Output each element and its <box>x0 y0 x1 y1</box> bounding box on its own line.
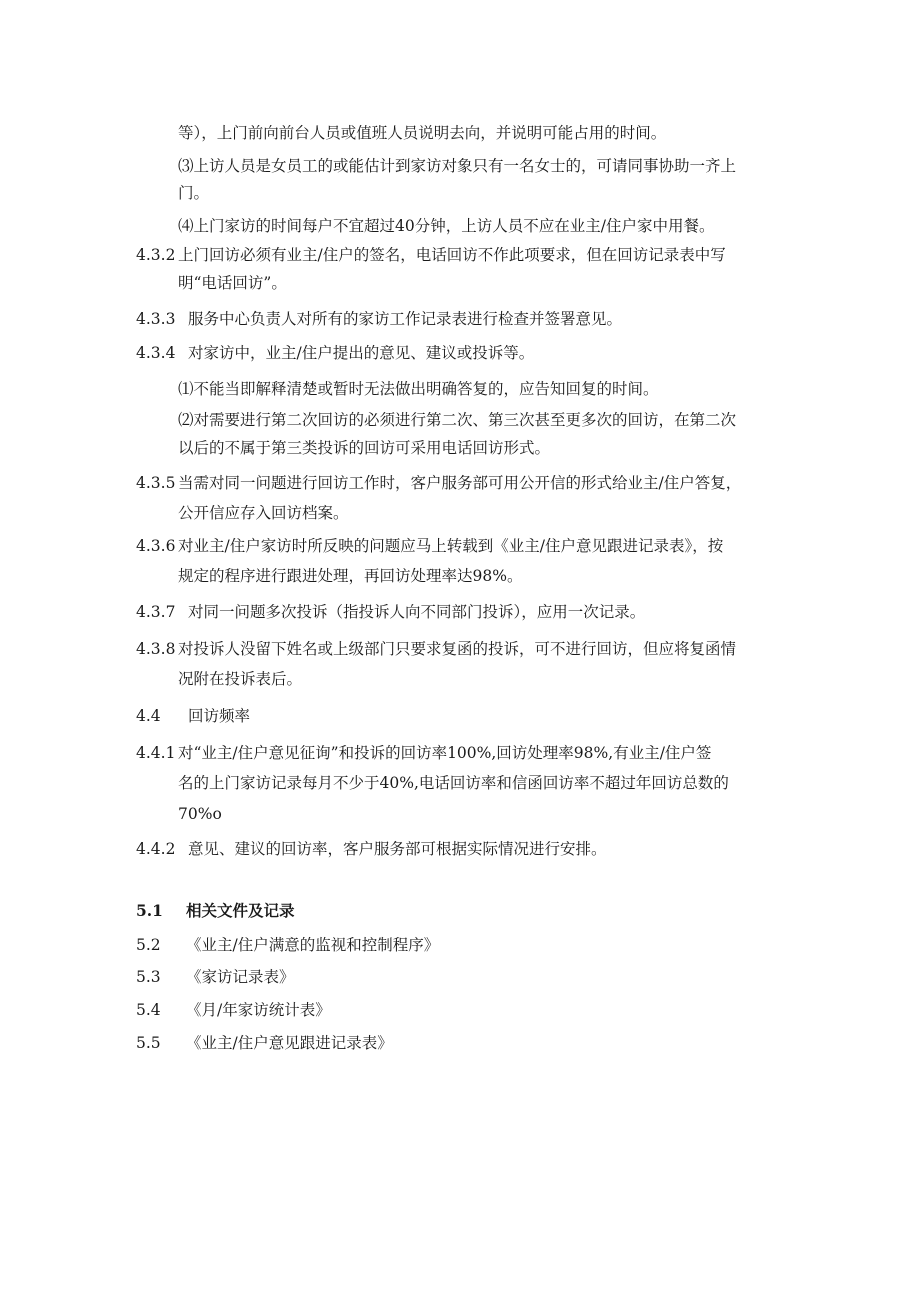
section-number-5-4: 5.4 <box>136 1001 161 1019</box>
document-reference-5-4: 《月/年家访统计表》 <box>186 1001 331 1019</box>
section-5-1-heading: 相关文件及记录 <box>186 901 295 920</box>
paragraph-continuation: 等），上门前向前台人员或值班人员说明去向，并说明可能占用的时间。 <box>178 124 667 142</box>
section-4-3-6-line-2: 规定的程序进行跟进处理，再回访处理率达98%。 <box>178 567 523 585</box>
section-number-4-4-1: 4.4.1 <box>136 744 176 762</box>
document-reference-5-3: 《家访记录表》 <box>186 968 295 986</box>
document-reference-5-5: 《业主/住户意见跟进记录表》 <box>186 1034 393 1052</box>
section-4-4-1-line-2: 名的上门家访记录每月不少于40%,电话回访率和信函回访率不超过年回访总数的 <box>178 774 729 792</box>
section-number-4-4-2: 4.4.2 <box>136 840 176 858</box>
item-2-line-2: 以后的不属于第三类投诉的回访可采用电话回访形式。 <box>178 439 551 457</box>
section-number-4-4: 4.4 <box>136 707 161 725</box>
document-reference-5-2: 《业主/住户满意的监视和控制程序》 <box>186 936 440 954</box>
section-4-3-3: 服务中心负责人对所有的家访工作记录表进行检查并签署意见。 <box>188 310 623 328</box>
section-4-3-7: 对同一问题多次投诉（指投诉人向不同部门投诉），应用一次记录。 <box>188 603 646 621</box>
section-number-4-3-3: 4.3.3 <box>136 310 176 328</box>
section-number-5-5: 5.5 <box>136 1034 161 1052</box>
item-3-line-1: ⑶上访人员是女员工的或能估计到家访对象只有一名女士的，可请同事协助一齐上 <box>178 157 737 175</box>
section-4-3-5-line-1: 当需对同一问题进行回访工作时，客户服务部可用公开信的形式给业主/住户答复， <box>178 474 742 492</box>
section-number-4-3-6: 4.3.6 <box>136 537 176 555</box>
section-4-4-2: 意见、建议的回访率，客户服务部可根据实际情况进行安排。 <box>188 840 607 858</box>
section-4-3-2-line-2: 明“电话回访”。 <box>178 274 287 292</box>
item-2-line-1: ⑵对需要进行第二次回访的必须进行第二次、第三次甚至更多次的回访，在第二次 <box>178 411 737 429</box>
item-3-line-2: 门。 <box>178 184 210 202</box>
section-number-4-3-2: 4.3.2 <box>136 246 176 264</box>
section-number-4-3-4: 4.3.4 <box>136 344 176 362</box>
section-4-3-2-line-1: 上门回访必须有业主/住户的签名，电话回访不作此项要求，但在回访记录表中写 <box>178 246 726 264</box>
section-number-4-3-8: 4.3.8 <box>136 640 176 658</box>
section-4-4-1-line-1: 对“业主/住户意见征询”和投诉的回访率100%,回访处理率98%,有业主/住户签 <box>178 744 712 762</box>
section-number-5-1: 5.1 <box>136 901 163 920</box>
item-4: ⑷上门家访的时间每户不宜超过40分钟，上访人员不应在业主/住户家中用餐。 <box>178 217 715 235</box>
section-number-5-3: 5.3 <box>136 968 161 986</box>
section-number-5-2: 5.2 <box>136 936 161 954</box>
section-4-3-6-line-1: 对业主/住户家访时所反映的问题应马上转载到《业主/住户意见跟进记录表》，按 <box>178 537 724 555</box>
section-number-4-3-5: 4.3.5 <box>136 474 176 492</box>
section-4-3-4: 对家访中，业主/住户提出的意见、建议或投诉等。 <box>188 344 535 362</box>
section-4-4-1-line-3: 70%o <box>178 805 222 823</box>
section-number-4-3-7: 4.3.7 <box>136 603 176 621</box>
section-4-3-8-line-2: 况附在投诉表后。 <box>178 670 303 688</box>
section-4-3-5-line-2: 公开信应存入回访档案。 <box>178 504 349 522</box>
section-4-3-8-line-1: 对投诉人没留下姓名或上级部门只要求复函的投诉，可不进行回访，但应将复函情 <box>178 640 737 658</box>
item-1: ⑴不能当即解释清楚或暂时无法做出明确答复的，应告知回复的时间。 <box>178 380 659 398</box>
section-4-4-heading: 回访频率 <box>188 707 251 725</box>
